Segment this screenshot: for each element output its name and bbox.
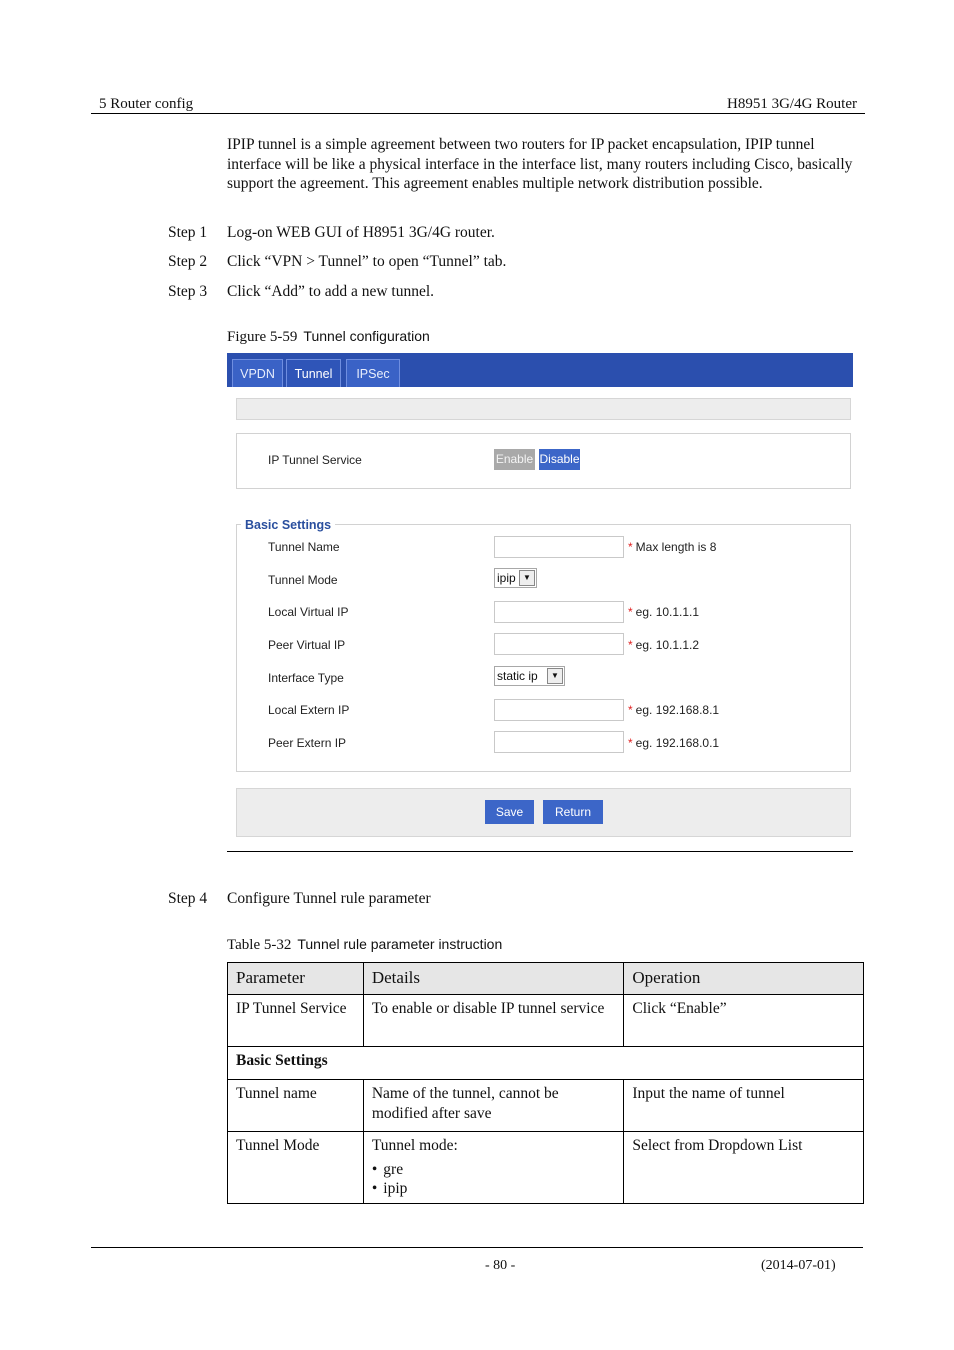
interface-type-label: Interface Type <box>268 671 344 685</box>
tab-vpdn[interactable]: VPDN <box>232 359 283 387</box>
peer-extern-ip-label: Peer Extern IP <box>268 736 347 750</box>
bullet-item: • ipip <box>372 1179 616 1198</box>
peer-extern-ip-hint: * eg. 192.168.0.1 <box>628 736 720 750</box>
step-label: Step 1 <box>168 224 208 241</box>
required-star: * <box>628 540 633 554</box>
bullet-item: • gre <box>372 1160 616 1179</box>
local-virtual-ip-hint: * eg. 10.1.1.1 <box>628 605 700 619</box>
cell-details: To enable or disable IP tunnel service <box>363 995 624 1047</box>
dropdown-arrow-icon: ▼ <box>547 668 563 684</box>
tab-ipsec[interactable]: IPSec <box>346 359 400 387</box>
table-section-row <box>228 1047 864 1080</box>
step-text: Click “VPN > Tunnel” to open “Tunnel” tab. <box>227 253 507 270</box>
local-virtual-ip-input[interactable] <box>494 601 624 623</box>
table-caption <box>227 936 502 954</box>
header-rule <box>91 113 865 114</box>
top-toolbar <box>236 398 851 420</box>
tunnel-name-label: Tunnel Name <box>268 540 340 554</box>
interface-type-select[interactable] <box>494 666 565 686</box>
cell-param: Tunnel Mode <box>228 1132 364 1204</box>
header-chapter: 5 Router config <box>99 96 194 112</box>
ip-tunnel-service-label: IP Tunnel Service <box>268 453 362 467</box>
step-text: Log-on WEB GUI of H8951 3G/4G router. <box>227 224 495 241</box>
local-extern-ip-label: Local Extern IP <box>268 703 350 717</box>
figure-title: Tunnel configuration <box>303 328 430 344</box>
cell-operation: Click “Enable” <box>624 995 864 1047</box>
header-parameter: Parameter <box>228 963 364 995</box>
tunnel-config-figure <box>227 353 853 833</box>
table-row <box>228 1132 864 1204</box>
action-bar <box>236 788 851 837</box>
cell-param: Tunnel name <box>228 1080 364 1132</box>
cell-operation: Input the name of tunnel <box>624 1080 864 1132</box>
parameter-table <box>227 962 864 1204</box>
enable-button[interactable]: Enable <box>494 449 535 470</box>
peer-virtual-ip-input[interactable] <box>494 633 624 655</box>
figure-number: Figure 5-59 <box>227 329 298 345</box>
basic-settings-legend: Basic Settings <box>241 518 335 532</box>
save-button[interactable]: Save <box>485 800 534 824</box>
figure-caption <box>227 328 430 346</box>
local-extern-ip-input[interactable] <box>494 699 624 721</box>
tunnel-mode-value: ipip <box>497 571 516 585</box>
table-row <box>228 1080 864 1132</box>
section-basic-settings: Basic Settings <box>228 1047 864 1080</box>
cell-param: IP Tunnel Service <box>228 995 364 1047</box>
peer-virtual-ip-label: Peer Virtual IP <box>268 638 346 652</box>
tunnel-mode-label: Tunnel Mode <box>268 573 338 587</box>
step-label: Step 2 <box>168 253 208 270</box>
table-number: Table 5-32 <box>227 937 292 953</box>
step-text: Click “Add” to add a new tunnel. <box>227 283 435 300</box>
peer-virtual-ip-hint: * eg. 10.1.1.2 <box>628 638 700 652</box>
header-product: H8951 3G/4G Router <box>727 96 857 112</box>
local-extern-ip-hint: * eg. 192.168.8.1 <box>628 703 720 717</box>
basic-settings-panel <box>236 518 851 772</box>
header-details: Details <box>363 963 624 995</box>
tunnel-name-input[interactable] <box>494 536 624 558</box>
return-button[interactable]: Return <box>543 800 603 824</box>
tunnel-name-hint: * Max length is 8 <box>628 540 717 554</box>
tab-tunnel[interactable]: Tunnel <box>286 359 341 387</box>
step-label: Step 3 <box>168 283 208 300</box>
footer-rule <box>91 1247 863 1248</box>
footer-date: (2014-07-01) <box>761 1258 836 1273</box>
disable-button[interactable]: Disable <box>539 449 580 470</box>
local-virtual-ip-label: Local Virtual IP <box>268 605 349 619</box>
tunnel-mode-select[interactable] <box>494 568 537 588</box>
header-operation: Operation <box>624 963 864 995</box>
step-label: Step 4 <box>168 890 208 907</box>
figure-rule <box>227 851 853 852</box>
cell-details: Name of the tunnel, cannot be modified after save <box>363 1080 624 1132</box>
cell-operation: Select from Dropdown List <box>624 1132 864 1204</box>
table-row <box>228 995 864 1047</box>
interface-type-value: static ip <box>497 669 538 683</box>
table-title: Tunnel rule parameter instruction <box>297 936 503 952</box>
peer-extern-ip-input[interactable] <box>494 731 624 753</box>
tunnel-mode-details: Tunnel mode: <box>371 1137 458 1154</box>
table-header-row <box>228 963 864 995</box>
service-panel <box>236 433 851 489</box>
page-number: - 80 - <box>485 1258 516 1273</box>
dropdown-arrow-icon: ▼ <box>519 570 535 586</box>
tab-bar <box>227 353 853 387</box>
cell-details <box>363 1132 624 1204</box>
intro-paragraph: IPIP tunnel is a simple agreement between two routers for IP packet encapsulation, IPIP tunnel interface will be like a physical interface in the interface list, many routers including Cisco, basically support the agreement. This agreement enables multiple network distribution possible. <box>227 136 853 193</box>
step-text: Configure Tunnel rule parameter <box>227 890 431 907</box>
